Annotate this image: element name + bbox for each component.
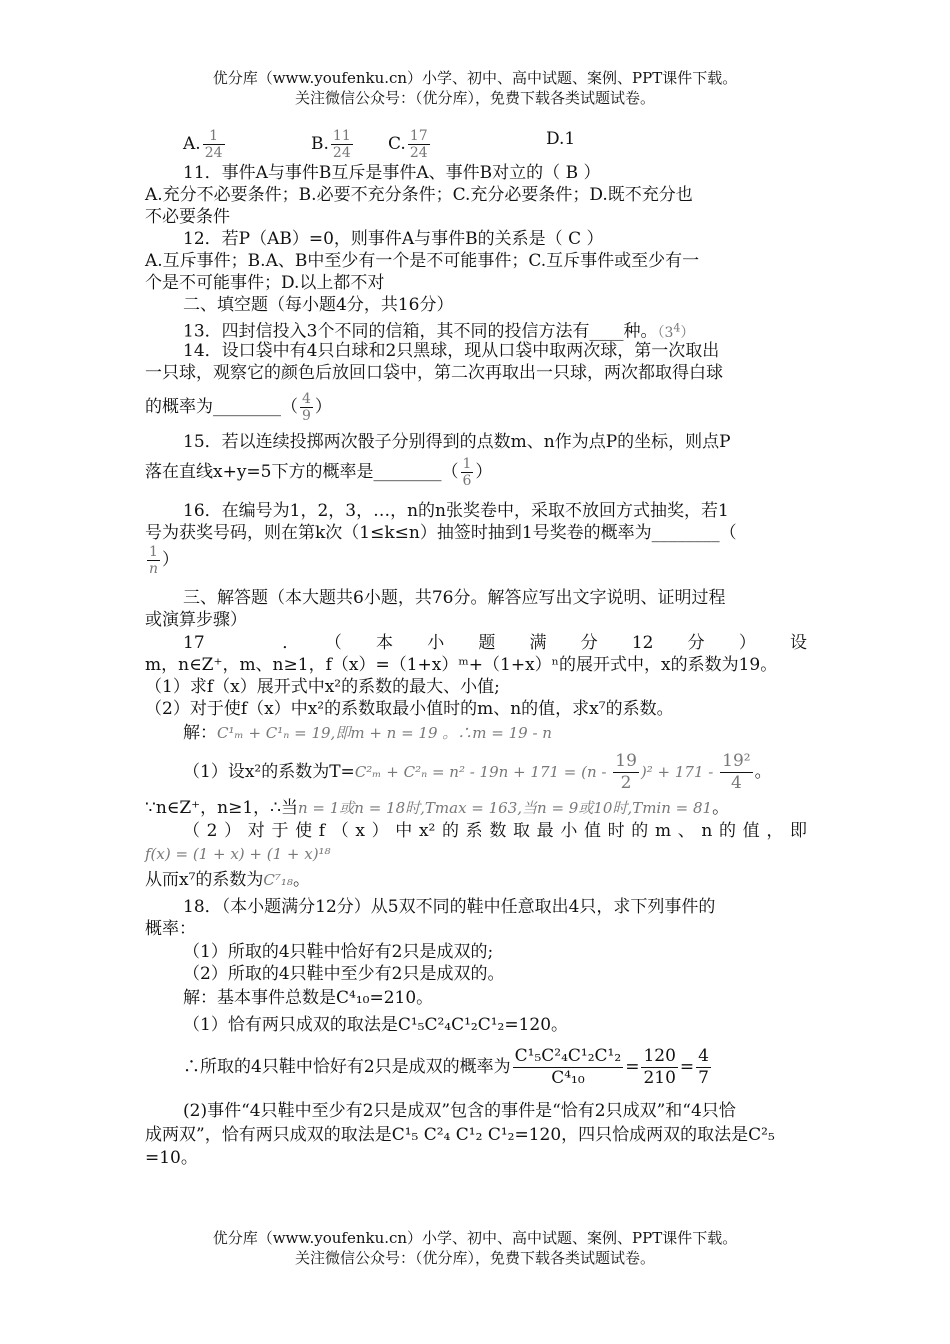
q15-line-2: 落在直线x+y=5下方的概率是________（ $\frac{1}{6}$ ） [145, 456, 493, 489]
q16-line-3: $\frac{1}{n}$ ） [149, 544, 180, 577]
q17-solution-intro: 解：C¹ₘ + C¹ₙ = 19,即m + n = 19 。∴m = 19 - n [183, 723, 552, 743]
q14-line-1: 14．设口袋中有4只白球和2只黑球，现从口袋中取两次球，第一次取出 [183, 341, 720, 361]
q17-solution-part-2-line-1: （2）对于使f（x）中x²的系数取最小值时的m、n的值，即 [183, 821, 807, 841]
q17-title: 17 ．（本小题满分12分）设 [183, 633, 807, 653]
q18-title-line-2: 概率： [145, 919, 196, 939]
q17-solution-part-2-line-2: f(x) = (1 + x) + (1 + x)¹⁸ [145, 845, 331, 863]
q11-stem: 11．事件A与事件B互斥是事件A、事件B对立的（ B ） [183, 163, 601, 183]
q18-part-2: （2）所取的4只鞋中至少有2只是成双的。 [183, 964, 505, 984]
q18-title: 18．（本小题满分12分）从5双不同的鞋中任意取出4只，求下列事件的 [183, 897, 716, 917]
q10-option-b: B. $\frac{11}{24}$ [311, 128, 351, 161]
q17-solution-part-2-line-3: 从而x⁷的系数为C⁷₁₈。 [145, 870, 310, 890]
q13-answer: $(3^4)$ [657, 321, 695, 341]
q15-line-1: 15．若以连续投掷两次骰子分别得到的点数m、n作为点P的坐标，则点P [183, 432, 731, 452]
q12-options-line-1: A.互斥事件；B.A、B中至少有一个是不可能事件；C.互斥事件或至少有一 [145, 251, 700, 271]
q17-part-2: （2）对于使f（x）中x²的系数取最小值时的m、n的值，求x⁷的系数。 [145, 699, 674, 719]
q18-solution-part-2-line-2: 成两双”，恰有两只成双的取法是C¹₅ C²₄ C¹₂ C¹₂=120，四只恰成两双的取法是C²₅ [145, 1125, 775, 1145]
q17-part-1: （1）求f（x）展开式中x²的系数的最大、小值; [145, 677, 500, 697]
q12-stem: 12．若P（AB）=0，则事件A与事件B的关系是（ C ） [183, 229, 604, 249]
q11-options-line-2: 不必要条件 [145, 207, 230, 227]
q14-answer-fraction: $\frac{4}{9}$ [302, 391, 311, 424]
page-header-line-2: 关注微信公众号：（优分库），免费下载各类试题试卷。 [294, 89, 655, 107]
q17-condition: m，n∈Z⁺，m、n≥1，f（x）=（1+x）ᵐ+（1+x）ⁿ的展开式中，x的系数为19。 [145, 655, 778, 675]
page-footer-line-2: 关注微信公众号：（优分库），免费下载各类试题试卷。 [294, 1249, 655, 1267]
q13-line: 13．四封信投入3个不同的信箱，其不同的投信方法有____种。$(3^4)$ [183, 321, 695, 342]
section-3-title-line-1: 三、解答题（本大题共6小题，共76分。解答应写出文字说明、证明过程 [183, 588, 726, 608]
q18-solution-part-2-line-1: (2)事件“4只鞋中至少有2只是成双”包含的事件是“恰有2只成双”和“4只恰 [183, 1101, 736, 1121]
q10-option-d: D.1 [546, 129, 576, 149]
q10-option-a: A. $\frac{1}{24}$ [183, 128, 223, 161]
q17-solution-part-1: （1）设x²的系数为T=C²ₘ + C²ₙ = n² - 19n + 171 = (n - $\frac{19}{2}$ )² + 171 - $\frac{\text{19²}}{4}$ 。 [183, 751, 772, 793]
q18-part-1: （1）所取的4只鞋中恰好有2只是成双的; [183, 942, 494, 962]
q14-line-3: 的概率为________（ $\frac{4}{9}$ ） [145, 391, 332, 424]
section-3-title-line-2: 或演算步骤） [145, 610, 247, 630]
section-2-title: 二、填空题（每小题4分，共16分） [183, 295, 454, 315]
q16-answer-fraction: $\frac{1}{n}$ [149, 544, 159, 577]
q10-options [183, 118, 845, 162]
page-header-line-1: 优分库（www.youfenku.cn）小学、初中、高中试题、案例、PPT课件下载。 [212, 69, 738, 87]
q14-line-2: 一只球，观察它的颜色后放回口袋中，第二次再取出一只球，两次都取得白球 [145, 363, 723, 383]
q17-solution-minmax: ∵n∈Z⁺，n≥1，∴当n = 1或n = 18时,Tmax = 163,当n = 9或10时,Tmin = 81。 [145, 798, 730, 818]
q10-option-c: C. $\frac{17}{24}$ [388, 128, 428, 161]
q18-solution-part-2-line-3: =10。 [145, 1148, 198, 1168]
page-footer-line-1: 优分库（www.youfenku.cn）小学、初中、高中试题、案例、PPT课件下载。 [212, 1229, 738, 1247]
q11-options-line-1: A.充分不必要条件；B.必要不充分条件；C.充分必要条件；D.既不充分也 [145, 185, 693, 205]
q15-answer-fraction: $\frac{1}{6}$ [462, 456, 472, 489]
q16-line-1: 16．在编号为1，2，3，…，n的n张奖卷中，采取不放回方式抽奖，若1 [183, 501, 729, 521]
q12-options-line-2: 个是不可能事件；D.以上都不对 [145, 273, 385, 293]
q18-solution-part-1: （1）恰有两只成双的取法是C¹₅C²₄C¹₂C¹₂=120。 [183, 1015, 569, 1035]
q16-line-2: 号为获奖号码，则在第k次（1≤k≤n）抽签时抽到1号奖卷的概率为________（ [145, 523, 737, 543]
q18-solution-total: 解：基本事件总数是C⁴₁₀=210。 [183, 988, 434, 1008]
q18-solution-probability: ∴所取的4只鞋中恰好有2只是成双的概率为 $\frac{\text{C¹₅C²₄C¹₂C¹₂}}{\text{C⁴₁₀}}$ = $\frac{120}{210}$ = $\frac{4}{7}$ [183, 1046, 709, 1088]
